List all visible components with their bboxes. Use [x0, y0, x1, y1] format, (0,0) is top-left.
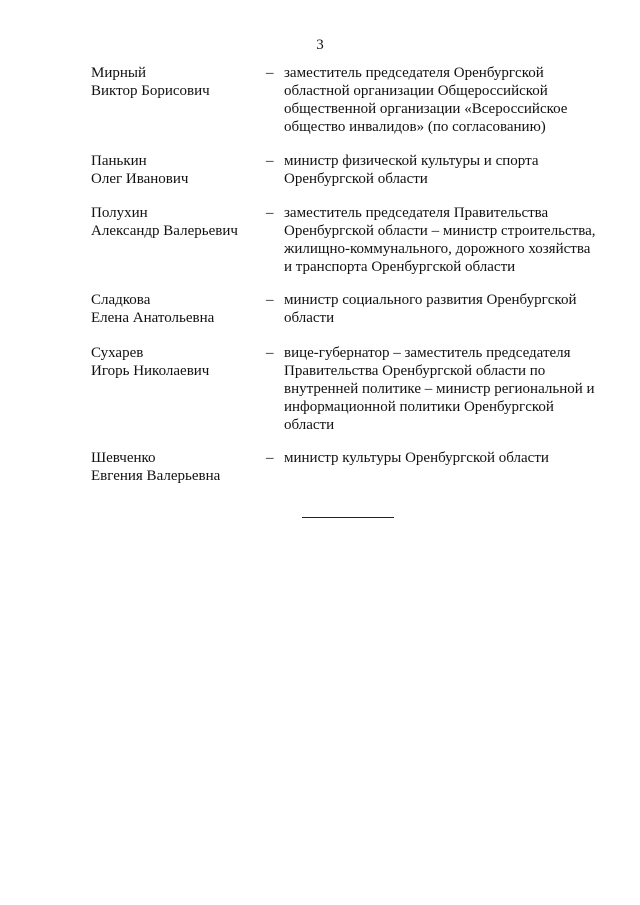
role-line: вице-губернатор – заместитель председателя	[284, 345, 571, 361]
member-name	[91, 204, 261, 240]
member-given-names: Олег Иванович	[91, 171, 189, 187]
member-dash: –	[266, 65, 274, 81]
role-line: общественной организации «Всероссийское	[284, 101, 568, 117]
member-role	[284, 152, 614, 188]
role-line: общество инвалидов» (по согласованию)	[284, 119, 546, 135]
member-surname: Сухарев	[91, 345, 144, 361]
role-line: министр культуры Оренбургской области	[284, 450, 549, 466]
member-name	[91, 152, 261, 188]
role-line: заместитель председателя Оренбургской	[284, 65, 544, 81]
member-name	[91, 291, 261, 327]
member-role	[284, 64, 614, 136]
member-dash: –	[266, 450, 274, 466]
member-surname: Полухин	[91, 205, 148, 221]
member-name	[91, 449, 261, 485]
member-given-names: Елена Анатольевна	[91, 310, 215, 326]
member-given-names: Игорь Николаевич	[91, 363, 210, 379]
role-line: внутренней политике – министр региональной и	[284, 381, 595, 397]
page-number: 3	[316, 37, 324, 53]
role-line: Оренбургской области – министр строительства,	[284, 223, 596, 239]
member-role	[284, 449, 614, 467]
member-given-names: Виктор Борисович	[91, 83, 210, 99]
member-dash: –	[266, 153, 274, 169]
member-role	[284, 204, 614, 276]
member-surname: Панькин	[91, 153, 147, 169]
role-line: области	[284, 417, 335, 433]
member-name	[91, 64, 261, 100]
member-dash: –	[266, 292, 274, 308]
role-line: министр физической культуры и спорта	[284, 153, 539, 169]
member-dash: –	[266, 205, 274, 221]
member-given-names: Александр Валерьевич	[91, 223, 238, 239]
member-surname: Шевченко	[91, 450, 156, 466]
member-name	[91, 344, 261, 380]
role-line: жилищно-коммунального, дорожного хозяйства	[284, 241, 591, 257]
role-line: области	[284, 310, 335, 326]
member-given-names: Евгения Валерьевна	[91, 468, 221, 484]
role-line: и транспорта Оренбургской области	[284, 259, 516, 275]
member-role	[284, 291, 614, 327]
member-surname: Сладкова	[91, 292, 151, 308]
role-line: информационной политики Оренбургской	[284, 399, 554, 415]
member-surname: Мирный	[91, 65, 146, 81]
member-role	[284, 344, 614, 434]
role-line: Правительства Оренбургской области по	[284, 363, 546, 379]
member-dash: –	[266, 345, 274, 361]
role-line: Оренбургской области	[284, 171, 428, 187]
role-line: областной организации Общероссийской	[284, 83, 548, 99]
role-line: министр социального развития Оренбургской	[284, 292, 577, 308]
role-line: заместитель председателя Правительства	[284, 205, 549, 221]
end-of-list-rule	[302, 517, 394, 518]
